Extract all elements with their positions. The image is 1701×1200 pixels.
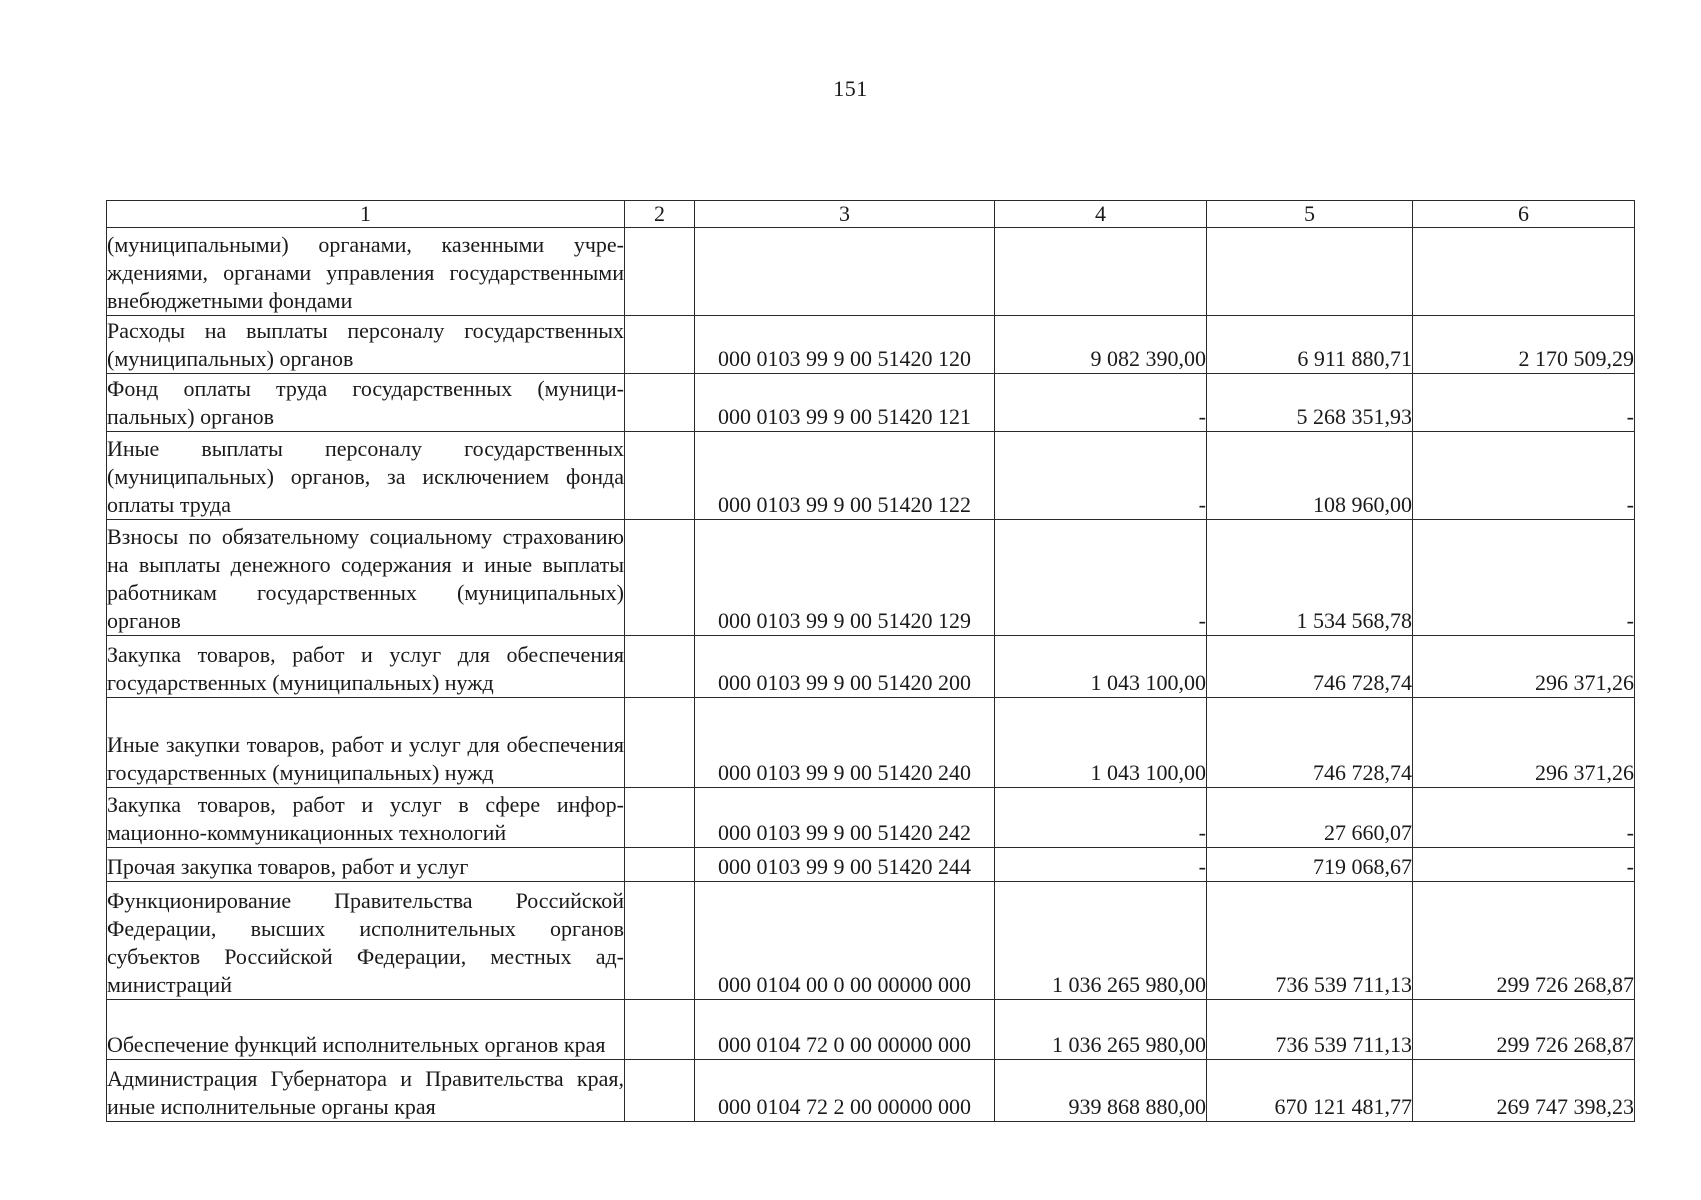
row-name: Закупка товаров, работ и услуг для обеспечения государственных (муниципальных) нужд: [107, 636, 625, 698]
table-row: [107, 520, 1635, 636]
row-col2: [625, 228, 695, 316]
row-remaining: 296 371,26: [1413, 636, 1635, 698]
row-actual: 736 539 711,13: [1207, 1000, 1413, 1060]
table-row: [107, 1000, 1635, 1060]
row-code: 000 0103 99 9 00 51420 240: [695, 698, 995, 788]
column-header-1: 1: [107, 201, 625, 228]
table-row: [107, 636, 1635, 698]
row-remaining: -: [1413, 374, 1635, 432]
row-plan: 1 043 100,00: [995, 698, 1207, 788]
row-remaining: -: [1413, 520, 1635, 636]
row-code: 000 0103 99 9 00 51420 122: [695, 432, 995, 520]
row-name: Обеспечение функций исполнительных органов края: [107, 1000, 625, 1060]
row-remaining: -: [1413, 432, 1635, 520]
table-row: [107, 882, 1635, 1000]
row-code: 000 0103 99 9 00 51420 200: [695, 636, 995, 698]
row-plan: -: [995, 520, 1207, 636]
row-name: Иные выплаты персоналу государственных (муниципальных) органов, за исключением фонда оплаты труда: [107, 432, 625, 520]
column-header-3: 3: [695, 201, 995, 228]
row-code: 000 0103 99 9 00 51420 121: [695, 374, 995, 432]
row-remaining: 2 170 509,29: [1413, 316, 1635, 374]
row-col2: [625, 882, 695, 1000]
page-number: 151: [833, 76, 868, 101]
row-name: Расходы на выплаты персоналу государственных (муниципальных) органов: [107, 316, 625, 374]
table-row: [107, 374, 1635, 432]
table-row: [107, 316, 1635, 374]
row-actual: 719 068,67: [1207, 848, 1413, 882]
row-actual: 746 728,74: [1207, 698, 1413, 788]
row-actual: [1207, 228, 1413, 316]
row-remaining: -: [1413, 788, 1635, 848]
row-plan: 1 036 265 980,00: [995, 1000, 1207, 1060]
row-remaining: 296 371,26: [1413, 698, 1635, 788]
table-row: [107, 848, 1635, 882]
row-name: (муниципальными) органами, казенными учреждениями, органами управления государственными внебюджетными фондами: [107, 228, 625, 316]
row-code: 000 0104 72 2 00 00000 000: [695, 1060, 995, 1122]
row-col2: [625, 432, 695, 520]
row-code: 000 0103 99 9 00 51420 242: [695, 788, 995, 848]
column-header-6: 6: [1413, 201, 1635, 228]
row-plan: 1 036 265 980,00: [995, 882, 1207, 1000]
report-table: [106, 200, 1635, 1122]
row-plan: [995, 228, 1207, 316]
row-plan: 1 043 100,00: [995, 636, 1207, 698]
row-col2: [625, 1000, 695, 1060]
row-name: Взносы по обязательному социальному страхованию на выплаты денежного содержания и иные выплаты работникам государственных (муниципальных) органов: [107, 520, 625, 636]
column-header-5: 5: [1207, 201, 1413, 228]
row-code: 000 0103 99 9 00 51420 120: [695, 316, 995, 374]
row-col2: [625, 316, 695, 374]
row-plan: 9 082 390,00: [995, 316, 1207, 374]
row-plan: -: [995, 374, 1207, 432]
row-code: 000 0104 72 0 00 00000 000: [695, 1000, 995, 1060]
header-row: [107, 201, 1635, 228]
row-actual: 5 268 351,93: [1207, 374, 1413, 432]
table-row: [107, 432, 1635, 520]
table-header: [107, 201, 1635, 228]
row-remaining: 299 726 268,87: [1413, 1000, 1635, 1060]
table-body: [107, 228, 1635, 1122]
row-plan: 939 868 880,00: [995, 1060, 1207, 1122]
table-row: [107, 1060, 1635, 1122]
report-table-container: [106, 200, 1634, 1122]
row-col2: [625, 698, 695, 788]
row-remaining: 299 726 268,87: [1413, 882, 1635, 1000]
row-col2: [625, 374, 695, 432]
row-plan: -: [995, 788, 1207, 848]
row-code: [695, 228, 995, 316]
row-col2: [625, 1060, 695, 1122]
row-col2: [625, 848, 695, 882]
row-actual: 108 960,00: [1207, 432, 1413, 520]
row-name: Администрация Губернатора и Правительства края, иные исполнительные органы края: [107, 1060, 625, 1122]
row-name: Закупка товаров, работ и услуг в сфере информационно-коммуникационных технологий: [107, 788, 625, 848]
row-actual: 736 539 711,13: [1207, 882, 1413, 1000]
row-name: Прочая закупка товаров, работ и услуг: [107, 848, 625, 882]
row-plan: -: [995, 432, 1207, 520]
row-actual: 6 911 880,71: [1207, 316, 1413, 374]
row-name: Фонд оплаты труда государственных (муниципальных) органов: [107, 374, 625, 432]
row-remaining: -: [1413, 848, 1635, 882]
row-actual: 27 660,07: [1207, 788, 1413, 848]
row-actual: 746 728,74: [1207, 636, 1413, 698]
column-header-4: 4: [995, 201, 1207, 228]
row-remaining: [1413, 228, 1635, 316]
row-col2: [625, 520, 695, 636]
row-code: 000 0103 99 9 00 51420 244: [695, 848, 995, 882]
row-code: 000 0104 00 0 00 00000 000: [695, 882, 995, 1000]
column-header-2: 2: [625, 201, 695, 228]
table-row: [107, 698, 1635, 788]
row-name: Иные закупки товаров, работ и услуг для обеспечения государственных (муниципальных) нужд: [107, 698, 625, 788]
row-code: 000 0103 99 9 00 51420 129: [695, 520, 995, 636]
row-actual: 670 121 481,77: [1207, 1060, 1413, 1122]
table-row: [107, 788, 1635, 848]
row-actual: 1 534 568,78: [1207, 520, 1413, 636]
row-name: Функционирование Правительства Российской Федерации, высших исполнительных органов субъектов Российской Федерации, местных администраций: [107, 882, 625, 1000]
table-row: [107, 228, 1635, 316]
row-remaining: 269 747 398,23: [1413, 1060, 1635, 1122]
row-plan: -: [995, 848, 1207, 882]
row-col2: [625, 636, 695, 698]
row-col2: [625, 788, 695, 848]
